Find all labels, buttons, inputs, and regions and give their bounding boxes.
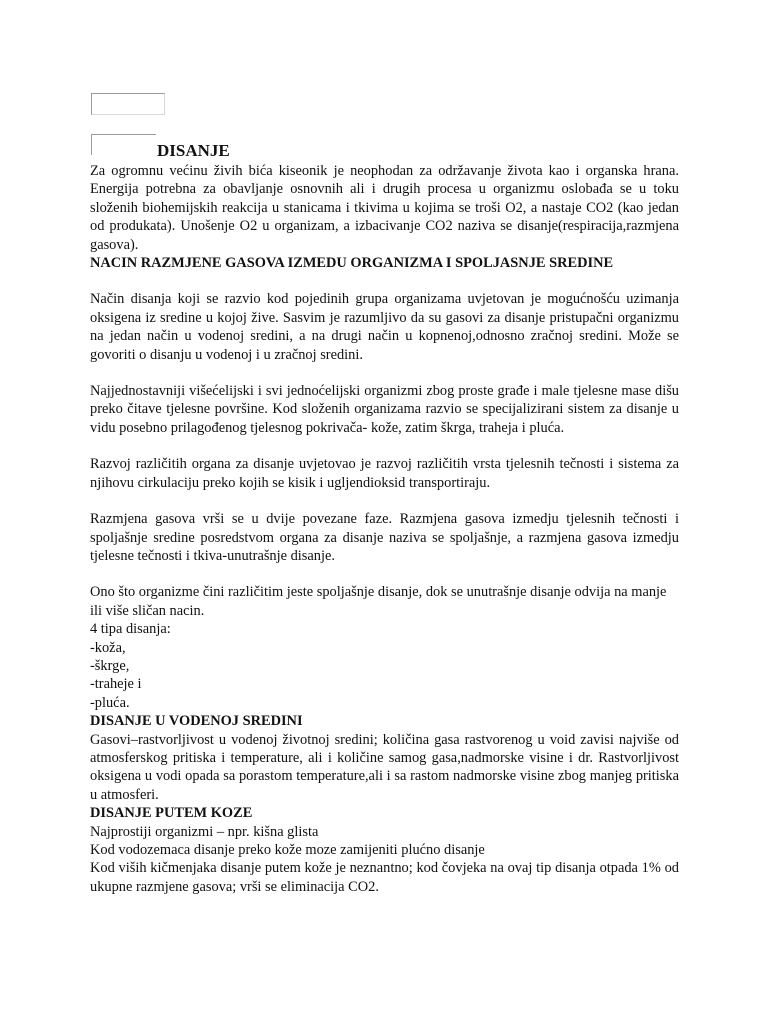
paragraph-phases: Razmjena gasova vrši se u dvije povezane faze. Razmjena gasova izmedju tjelesnih tečnosti i spoljašnje sredine posredstvom organa za disanje naziva se spoljašnje, a razmjena gasova izmedju tjelesne tečnosti i tkiva-unutrašnje disanje.	[90, 511, 679, 564]
paragraph-vertebrates: Kod viših kičmenjaka disanje putem kože je neznantno; kod čovjeka na ovaj tip disanja otpada 1% od ukupne razmjene gasova; vrši se eliminacija CO2.	[90, 860, 679, 895]
list-item: -traheje i	[90, 676, 142, 693]
list-intro: 4 tipa disanja:	[90, 621, 171, 638]
paragraph-organ-development: Razvoj različitih organa za disanje uvjetovao je razvoj različitih vrsta tjelesnih tečnosti i sistema za njihovu cirkulaciju preko kojih se kisik i ugljendioksid transportiraju.	[90, 456, 679, 491]
section-heading-gas-exchange: NACIN RAZMJENE GASOVA IZMEDU ORGANIZMA I SPOLJASNJE SREDINE	[90, 255, 614, 272]
paragraph-simple-organisms: Najjednostavniji višećelijski i svi jednoćelijski organizmi zbog proste građe i male tjelesne mase dišu preko čitave tjelesne površine. Kod složenih organizama razvio se specijalizirani sistem za disanje u vidu posebno prilagođenog tjelesnog pokrivača- kože, zatim škrga, traheja i pluća.	[90, 383, 679, 436]
section-heading-skin: DISANJE PUTEM KOZE	[90, 805, 253, 822]
placeholder-frame-title	[91, 134, 156, 155]
line-simple-organisms: Najprostiji organizmi – npr. kišna glista	[90, 823, 319, 840]
paragraph-intro: Za ogromnu većinu živih bića kiseonik je neophodan za održavanje života kao i organska hrana. Energija potrebna za obavljanje osnovnih ali i drugih procesa u organizmu oslobađa se u toku složenih biohemijskih reakcija u stanicama i tkivima u kojima se troši O2, a nastaje CO2 (kao jedan od produkata). Unošenje O2 u organizam, a izbacivanje CO2 naziva se disanje(respiracija,razmjena gasova).	[90, 163, 679, 253]
paragraph-environment: Način disanja koji se razvio kod pojedinih grupa organizama uvjetovan je mogućnošću uzimanja oksigena iz sredine u kojoj žive. Sasvim je razumljivo da su gasovi za disanje pristupačni organizmu na jedan način u vodenoj sredini, a na drugi način u kopnenoj,odnosno zračnoj sredini. Može se govoriti o disanju u vodenoj i u zračnoj sredini.	[90, 291, 679, 363]
document-title: DISANJE	[157, 141, 230, 160]
document-body	[90, 162, 679, 896]
list-item: -koža,	[90, 639, 126, 656]
list-item: -pluća.	[90, 694, 130, 711]
placeholder-frame-top	[91, 93, 165, 115]
list-item: -škrge,	[90, 657, 130, 674]
paragraph-water-solubility: Gasovi–rastvorljivost u vodenoj životnoj sredini; količina gasa rastvorenog u void zavisi najviše od atmosferskog pritiska i temperature, ali i količine samog gasa,nadmorske visine i dr. Rastvorljivost oksigena u vodi opada sa porastom temperature,ali i sa rastom nadmorske visine zbog manjeg pritiska u atmosferi.	[90, 731, 679, 803]
paragraph-external-breathing: Ono što organizme čini različitim jeste spoljašnje disanje, dok se unutrašnje disanje odvija na manje ili više sličan nacin.	[90, 584, 667, 619]
section-heading-water: DISANJE U VODENOJ SREDINI	[90, 713, 303, 730]
line-amphibians: Kod vodozemaca disanje preko kože moze zamijeniti plućno disanje	[90, 842, 485, 858]
